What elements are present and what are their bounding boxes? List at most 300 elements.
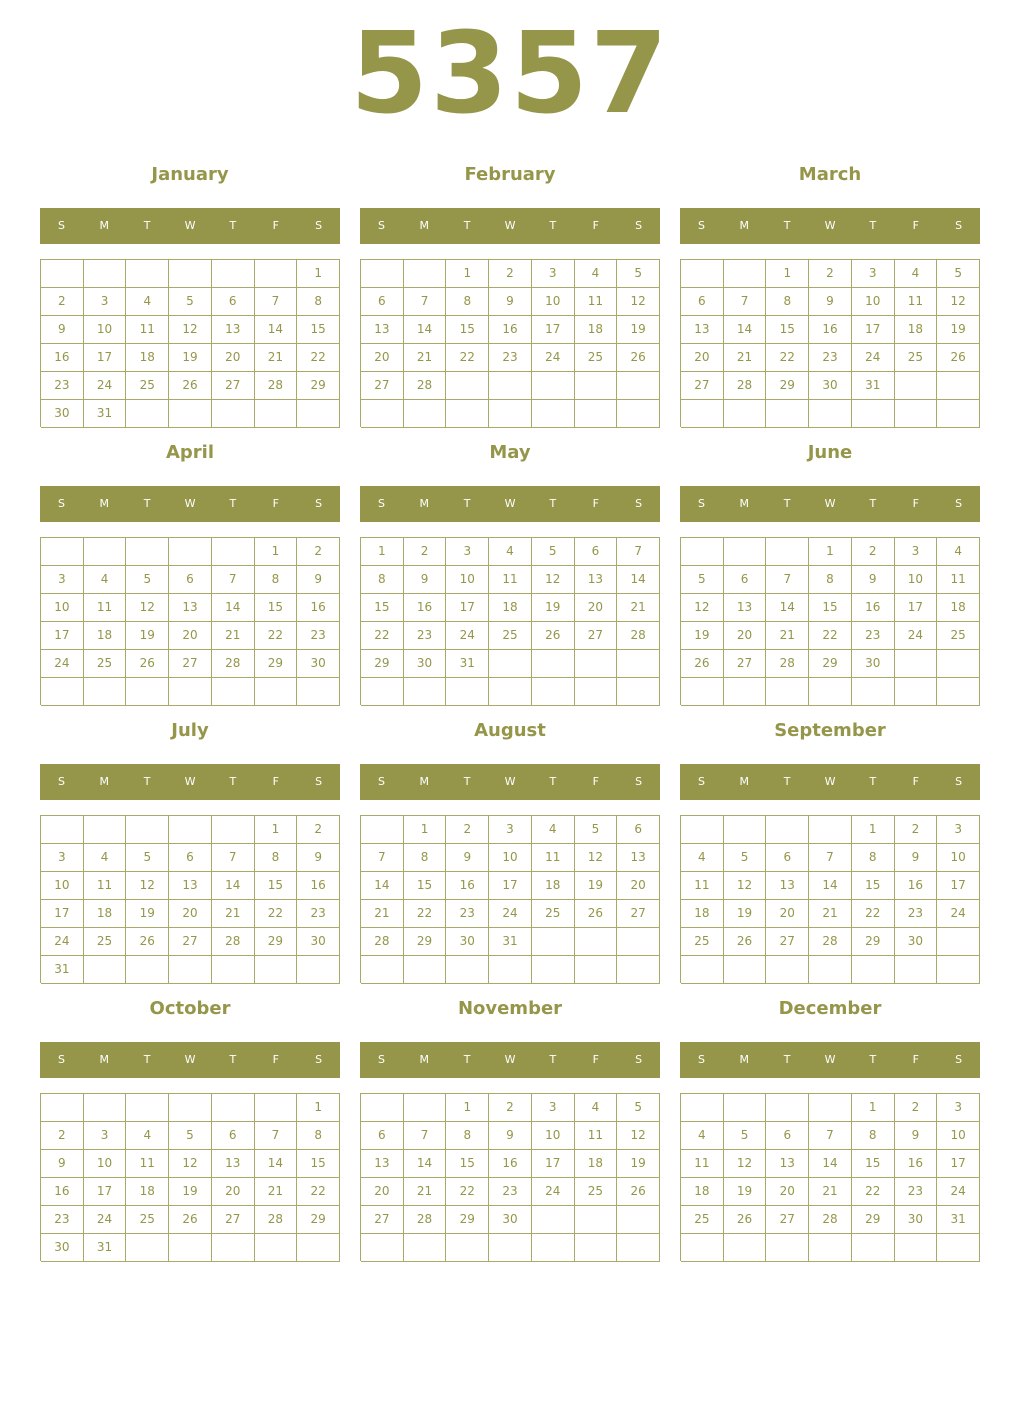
weekday-label: M xyxy=(99,497,110,510)
weekday-label: T xyxy=(549,775,557,788)
day-cell: 19 xyxy=(617,1150,660,1178)
day-cell xyxy=(766,956,809,984)
day-cell: 12 xyxy=(617,288,660,316)
weekday-header xyxy=(40,486,340,522)
day-cell xyxy=(575,400,618,428)
weekday-label: S xyxy=(315,497,323,510)
day-cell xyxy=(575,650,618,678)
day-cell xyxy=(724,956,767,984)
weekday-header xyxy=(680,486,980,522)
weekday-label: S xyxy=(635,1053,643,1066)
day-cell: 1 xyxy=(404,816,447,844)
day-cell xyxy=(255,400,298,428)
day-cell: 28 xyxy=(212,650,255,678)
day-cell: 6 xyxy=(169,844,212,872)
day-cell xyxy=(489,372,532,400)
day-cell: 23 xyxy=(297,622,340,650)
day-cell xyxy=(681,538,724,566)
day-cell xyxy=(937,956,980,984)
day-cell: 29 xyxy=(255,928,298,956)
weekday-label: S xyxy=(315,219,323,232)
day-cell: 6 xyxy=(575,538,618,566)
day-cell: 24 xyxy=(532,1178,575,1206)
day-cell: 23 xyxy=(489,344,532,372)
day-cell: 4 xyxy=(937,538,980,566)
day-cell xyxy=(852,400,895,428)
day-cell: 29 xyxy=(446,1206,489,1234)
weekday-label: M xyxy=(419,1053,430,1066)
day-cell xyxy=(724,1234,767,1262)
weekday-label: W xyxy=(504,497,516,510)
day-cell: 9 xyxy=(852,566,895,594)
day-cell xyxy=(84,260,127,288)
day-cell: 6 xyxy=(361,1122,404,1150)
day-cell: 3 xyxy=(532,260,575,288)
day-cell xyxy=(212,1094,255,1122)
day-cell xyxy=(681,956,724,984)
weekday-label: T xyxy=(549,497,557,510)
day-cell: 7 xyxy=(255,1122,298,1150)
weekday-label: S xyxy=(377,497,385,510)
day-cell: 6 xyxy=(724,566,767,594)
day-cell: 26 xyxy=(532,622,575,650)
day-cell: 18 xyxy=(937,594,980,622)
weekday-label: T xyxy=(463,219,471,232)
day-cell: 30 xyxy=(404,650,447,678)
day-cell xyxy=(41,1094,84,1122)
day-cell: 26 xyxy=(681,650,724,678)
day-cell: 15 xyxy=(446,1150,489,1178)
day-cell xyxy=(361,1234,404,1262)
day-cell: 11 xyxy=(895,288,938,316)
day-cell: 18 xyxy=(575,1150,618,1178)
weekday-header xyxy=(40,764,340,800)
day-cell: 16 xyxy=(852,594,895,622)
day-grid xyxy=(360,815,660,983)
day-cell: 24 xyxy=(895,622,938,650)
day-grid xyxy=(360,537,660,705)
day-cell: 10 xyxy=(489,844,532,872)
day-cell: 22 xyxy=(255,622,298,650)
day-cell xyxy=(724,816,767,844)
weekday-label: T xyxy=(229,1053,237,1066)
day-cell: 17 xyxy=(532,316,575,344)
month-name: November xyxy=(457,998,563,1019)
day-cell xyxy=(681,400,724,428)
day-cell: 21 xyxy=(724,344,767,372)
day-cell: 8 xyxy=(297,1122,340,1150)
day-cell: 21 xyxy=(809,900,852,928)
weekday-label: F xyxy=(272,497,279,510)
day-cell: 1 xyxy=(852,816,895,844)
weekday-label: S xyxy=(697,219,705,232)
day-cell: 25 xyxy=(532,900,575,928)
day-cell xyxy=(766,400,809,428)
day-cell xyxy=(681,260,724,288)
day-cell: 23 xyxy=(895,1178,938,1206)
day-cell: 12 xyxy=(724,1150,767,1178)
day-cell xyxy=(617,678,660,706)
day-cell: 1 xyxy=(809,538,852,566)
day-cell xyxy=(212,956,255,984)
day-cell: 10 xyxy=(41,872,84,900)
day-cell: 13 xyxy=(361,1150,404,1178)
weekday-label: S xyxy=(697,497,705,510)
day-cell: 2 xyxy=(446,816,489,844)
day-cell: 4 xyxy=(532,816,575,844)
weekday-label: W xyxy=(504,1053,516,1066)
day-cell xyxy=(681,816,724,844)
day-cell: 8 xyxy=(809,566,852,594)
day-cell: 1 xyxy=(255,538,298,566)
day-cell: 19 xyxy=(126,622,169,650)
day-cell: 22 xyxy=(297,344,340,372)
day-cell: 21 xyxy=(766,622,809,650)
day-cell: 26 xyxy=(617,1178,660,1206)
day-cell: 9 xyxy=(297,566,340,594)
day-cell: 30 xyxy=(489,1206,532,1234)
day-cell: 2 xyxy=(489,260,532,288)
day-cell: 4 xyxy=(681,844,724,872)
day-cell xyxy=(937,372,980,400)
day-cell: 15 xyxy=(852,872,895,900)
day-cell: 30 xyxy=(41,1234,84,1262)
weekday-label: S xyxy=(955,1053,963,1066)
day-cell: 28 xyxy=(404,1206,447,1234)
weekday-label: T xyxy=(549,219,557,232)
day-cell: 13 xyxy=(575,566,618,594)
day-cell xyxy=(681,678,724,706)
weekday-header xyxy=(680,208,980,244)
day-cell xyxy=(169,678,212,706)
day-cell: 16 xyxy=(297,594,340,622)
day-cell: 31 xyxy=(446,650,489,678)
day-cell: 2 xyxy=(895,816,938,844)
day-cell: 11 xyxy=(937,566,980,594)
day-cell: 20 xyxy=(766,900,809,928)
weekday-label: M xyxy=(419,219,430,232)
weekday-label: S xyxy=(635,775,643,788)
weekday-label: M xyxy=(99,1053,110,1066)
day-cell: 23 xyxy=(852,622,895,650)
weekday-label: S xyxy=(377,1053,385,1066)
day-cell xyxy=(126,678,169,706)
month-name: July xyxy=(171,720,209,741)
day-cell xyxy=(617,956,660,984)
day-cell xyxy=(809,678,852,706)
day-cell: 10 xyxy=(41,594,84,622)
weekday-header xyxy=(360,1042,660,1078)
day-cell: 17 xyxy=(41,900,84,928)
day-cell: 27 xyxy=(212,372,255,400)
day-cell xyxy=(446,400,489,428)
day-cell: 25 xyxy=(126,1206,169,1234)
day-cell xyxy=(489,400,532,428)
day-cell: 15 xyxy=(852,1150,895,1178)
weekday-label: F xyxy=(912,219,919,232)
day-grid xyxy=(40,537,340,705)
weekday-label: F xyxy=(592,497,599,510)
day-cell: 22 xyxy=(446,344,489,372)
day-cell: 27 xyxy=(617,900,660,928)
day-cell: 20 xyxy=(681,344,724,372)
day-cell: 31 xyxy=(41,956,84,984)
day-cell: 31 xyxy=(852,372,895,400)
day-cell: 15 xyxy=(255,594,298,622)
day-cell xyxy=(41,678,84,706)
day-cell: 3 xyxy=(41,566,84,594)
day-cell: 12 xyxy=(169,316,212,344)
month-name: September xyxy=(774,720,886,741)
day-cell xyxy=(724,260,767,288)
day-cell xyxy=(126,1094,169,1122)
day-cell: 23 xyxy=(41,372,84,400)
day-cell: 16 xyxy=(895,872,938,900)
day-cell: 1 xyxy=(852,1094,895,1122)
day-cell: 5 xyxy=(617,260,660,288)
weekday-label: T xyxy=(229,219,237,232)
weekday-label: T xyxy=(549,1053,557,1066)
day-cell: 6 xyxy=(617,816,660,844)
day-cell: 11 xyxy=(575,1122,618,1150)
day-cell: 17 xyxy=(41,622,84,650)
weekday-label: M xyxy=(739,497,750,510)
day-cell xyxy=(575,1234,618,1262)
day-cell: 20 xyxy=(212,1178,255,1206)
day-cell xyxy=(489,956,532,984)
day-cell: 13 xyxy=(169,872,212,900)
day-cell: 8 xyxy=(255,844,298,872)
day-cell: 28 xyxy=(809,928,852,956)
day-cell xyxy=(212,538,255,566)
day-cell: 20 xyxy=(361,344,404,372)
day-cell: 13 xyxy=(212,316,255,344)
day-cell: 9 xyxy=(895,844,938,872)
day-cell: 17 xyxy=(84,344,127,372)
day-cell xyxy=(446,372,489,400)
day-cell xyxy=(255,956,298,984)
weekday-label: W xyxy=(824,219,836,232)
day-cell: 14 xyxy=(255,316,298,344)
day-grid xyxy=(40,1093,340,1261)
day-cell: 3 xyxy=(895,538,938,566)
day-cell: 24 xyxy=(937,900,980,928)
day-cell: 17 xyxy=(852,316,895,344)
day-cell: 20 xyxy=(766,1178,809,1206)
day-cell xyxy=(84,956,127,984)
day-cell xyxy=(937,678,980,706)
day-cell: 17 xyxy=(446,594,489,622)
day-cell: 25 xyxy=(681,928,724,956)
day-cell: 26 xyxy=(169,1206,212,1234)
day-cell: 12 xyxy=(937,288,980,316)
day-cell: 25 xyxy=(84,928,127,956)
day-cell: 17 xyxy=(532,1150,575,1178)
day-cell xyxy=(575,956,618,984)
day-cell xyxy=(532,400,575,428)
day-cell: 30 xyxy=(41,400,84,428)
day-cell xyxy=(937,650,980,678)
day-cell: 24 xyxy=(41,928,84,956)
weekday-label: S xyxy=(377,219,385,232)
day-cell xyxy=(404,1094,447,1122)
weekday-label: S xyxy=(315,775,323,788)
weekday-label: T xyxy=(783,1053,791,1066)
day-cell: 5 xyxy=(169,1122,212,1150)
day-cell: 8 xyxy=(361,566,404,594)
day-cell: 18 xyxy=(532,872,575,900)
day-cell: 13 xyxy=(212,1150,255,1178)
day-cell: 30 xyxy=(895,1206,938,1234)
day-cell: 1 xyxy=(361,538,404,566)
weekday-label: S xyxy=(57,219,65,232)
day-cell xyxy=(532,650,575,678)
day-cell: 12 xyxy=(126,872,169,900)
day-cell: 8 xyxy=(255,566,298,594)
day-cell xyxy=(532,956,575,984)
weekday-label: T xyxy=(783,219,791,232)
day-cell: 3 xyxy=(446,538,489,566)
day-cell: 14 xyxy=(809,872,852,900)
day-cell: 9 xyxy=(809,288,852,316)
day-cell: 29 xyxy=(255,650,298,678)
day-cell: 1 xyxy=(297,1094,340,1122)
day-cell: 7 xyxy=(809,1122,852,1150)
weekday-label: M xyxy=(739,219,750,232)
day-cell xyxy=(766,538,809,566)
weekday-label: F xyxy=(592,775,599,788)
day-cell: 9 xyxy=(446,844,489,872)
month-name: June xyxy=(807,442,853,463)
day-cell: 11 xyxy=(126,1150,169,1178)
day-cell: 24 xyxy=(852,344,895,372)
day-cell: 12 xyxy=(681,594,724,622)
day-cell: 21 xyxy=(404,1178,447,1206)
day-cell: 5 xyxy=(937,260,980,288)
day-cell: 12 xyxy=(724,872,767,900)
day-cell xyxy=(169,816,212,844)
day-cell: 14 xyxy=(617,566,660,594)
day-cell: 9 xyxy=(41,316,84,344)
day-cell xyxy=(212,1234,255,1262)
weekday-label: F xyxy=(592,219,599,232)
day-cell: 1 xyxy=(255,816,298,844)
day-cell: 26 xyxy=(169,372,212,400)
day-cell: 6 xyxy=(766,844,809,872)
day-cell xyxy=(724,538,767,566)
day-cell: 10 xyxy=(532,288,575,316)
day-cell: 23 xyxy=(489,1178,532,1206)
day-grid xyxy=(680,259,980,427)
day-cell xyxy=(404,1234,447,1262)
day-grid xyxy=(40,259,340,427)
day-cell: 24 xyxy=(84,1206,127,1234)
day-cell xyxy=(937,928,980,956)
day-cell: 10 xyxy=(532,1122,575,1150)
day-cell xyxy=(404,956,447,984)
day-cell: 13 xyxy=(169,594,212,622)
day-cell: 18 xyxy=(895,316,938,344)
day-cell: 2 xyxy=(41,288,84,316)
day-cell: 25 xyxy=(575,1178,618,1206)
day-cell xyxy=(361,260,404,288)
day-cell: 20 xyxy=(169,900,212,928)
day-cell: 2 xyxy=(852,538,895,566)
day-cell: 14 xyxy=(404,316,447,344)
day-cell: 6 xyxy=(681,288,724,316)
weekday-label: W xyxy=(184,219,196,232)
day-cell: 15 xyxy=(766,316,809,344)
day-cell: 3 xyxy=(84,288,127,316)
day-cell xyxy=(532,1234,575,1262)
day-cell xyxy=(766,816,809,844)
day-cell: 19 xyxy=(617,316,660,344)
day-cell: 12 xyxy=(126,594,169,622)
day-cell: 2 xyxy=(489,1094,532,1122)
day-cell: 18 xyxy=(84,622,127,650)
day-cell: 17 xyxy=(489,872,532,900)
day-cell: 1 xyxy=(297,260,340,288)
month-name: March xyxy=(798,164,862,185)
day-cell: 31 xyxy=(937,1206,980,1234)
day-cell xyxy=(404,678,447,706)
day-cell: 26 xyxy=(617,344,660,372)
day-cell: 30 xyxy=(809,372,852,400)
day-cell: 14 xyxy=(212,872,255,900)
weekday-label: F xyxy=(912,1053,919,1066)
day-cell: 14 xyxy=(255,1150,298,1178)
day-cell: 19 xyxy=(169,344,212,372)
day-cell: 11 xyxy=(84,594,127,622)
day-cell: 19 xyxy=(937,316,980,344)
day-cell: 4 xyxy=(489,538,532,566)
weekday-label: T xyxy=(229,497,237,510)
day-cell: 25 xyxy=(489,622,532,650)
day-cell: 27 xyxy=(575,622,618,650)
weekday-label: T xyxy=(869,497,877,510)
day-cell: 28 xyxy=(255,372,298,400)
weekday-label: T xyxy=(143,775,151,788)
month-name: January xyxy=(151,164,229,185)
day-cell xyxy=(361,956,404,984)
day-cell: 26 xyxy=(575,900,618,928)
day-cell: 5 xyxy=(126,844,169,872)
day-cell xyxy=(361,1094,404,1122)
day-cell: 14 xyxy=(212,594,255,622)
day-cell: 26 xyxy=(937,344,980,372)
day-cell: 11 xyxy=(681,872,724,900)
day-cell: 11 xyxy=(532,844,575,872)
day-cell xyxy=(297,956,340,984)
weekday-label: F xyxy=(912,497,919,510)
weekday-label: T xyxy=(463,775,471,788)
day-cell xyxy=(255,260,298,288)
day-cell xyxy=(766,1234,809,1262)
day-cell: 10 xyxy=(937,844,980,872)
day-cell: 8 xyxy=(766,288,809,316)
day-cell: 12 xyxy=(617,1122,660,1150)
day-cell xyxy=(809,816,852,844)
day-cell: 31 xyxy=(84,400,127,428)
day-cell: 8 xyxy=(852,1122,895,1150)
weekday-label: F xyxy=(272,1053,279,1066)
day-cell: 5 xyxy=(681,566,724,594)
day-cell xyxy=(724,400,767,428)
day-cell: 29 xyxy=(297,1206,340,1234)
day-cell xyxy=(852,1234,895,1262)
day-cell: 16 xyxy=(297,872,340,900)
day-cell: 22 xyxy=(297,1178,340,1206)
